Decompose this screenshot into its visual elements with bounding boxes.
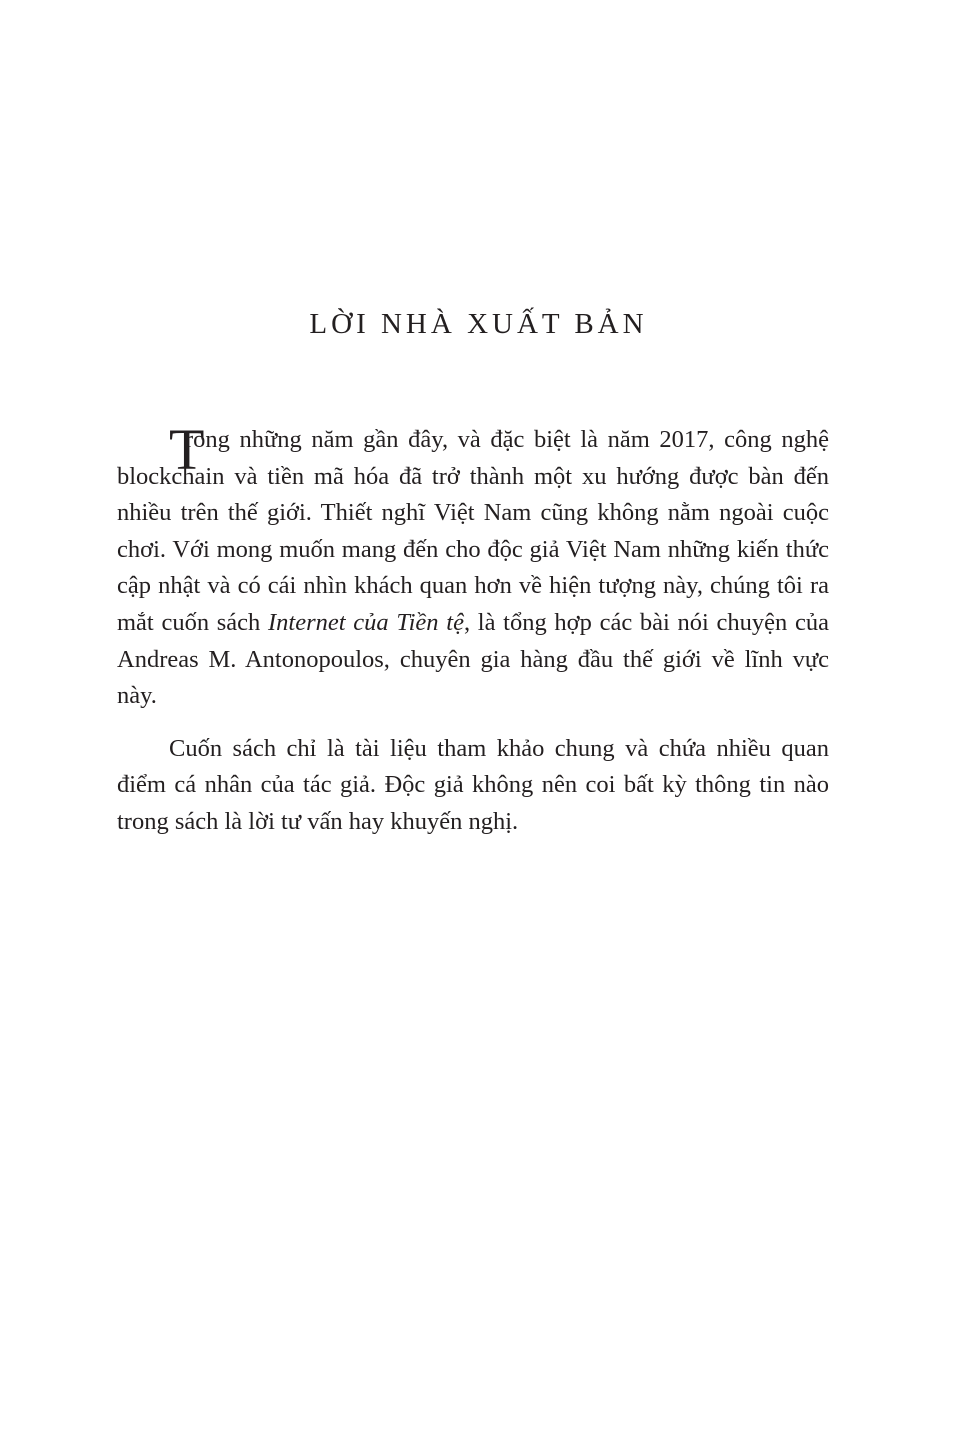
paragraph-1 [117, 417, 829, 715]
book-title-italic: Internet của Tiền tệ [268, 608, 464, 636]
drop-cap: T [169, 417, 205, 482]
paragraph-1-text-end: , là tổng hợp các bài nói chuyện của Andreas M. Antonopoulos, chuyên gia hàng đầu thế giới về lĩnh vực này. [117, 608, 829, 710]
paragraph-2: Cuốn sách chỉ là tài liệu tham khảo chung và chứa nhiều quan điểm cá nhân của tác giả. Độc giả không nên coi bất kỳ thông tin nào trong sách là lời tư vấn hay khuyến nghị. [117, 734, 829, 835]
paragraph-1-text: rong những năm gần đây, và đặc biệt là năm 2017, công nghệ blockchain và tiền mã hóa đã trở thành một xu hướng được bàn đến nhiều trên thế giới. Thiết nghĩ Việt Nam cũng không nằm ngoài cuộc chơi. Với mong muốn mang đến cho độc giả Việt Nam những kiến thức cập nhật và có cái nhìn khách quan hơn về hiện tượng này, chúng tôi ra mắt cuốn sách [117, 426, 829, 636]
page-title: LỜI NHÀ XUẤT BẢN [309, 308, 648, 340]
body-text [117, 417, 829, 841]
